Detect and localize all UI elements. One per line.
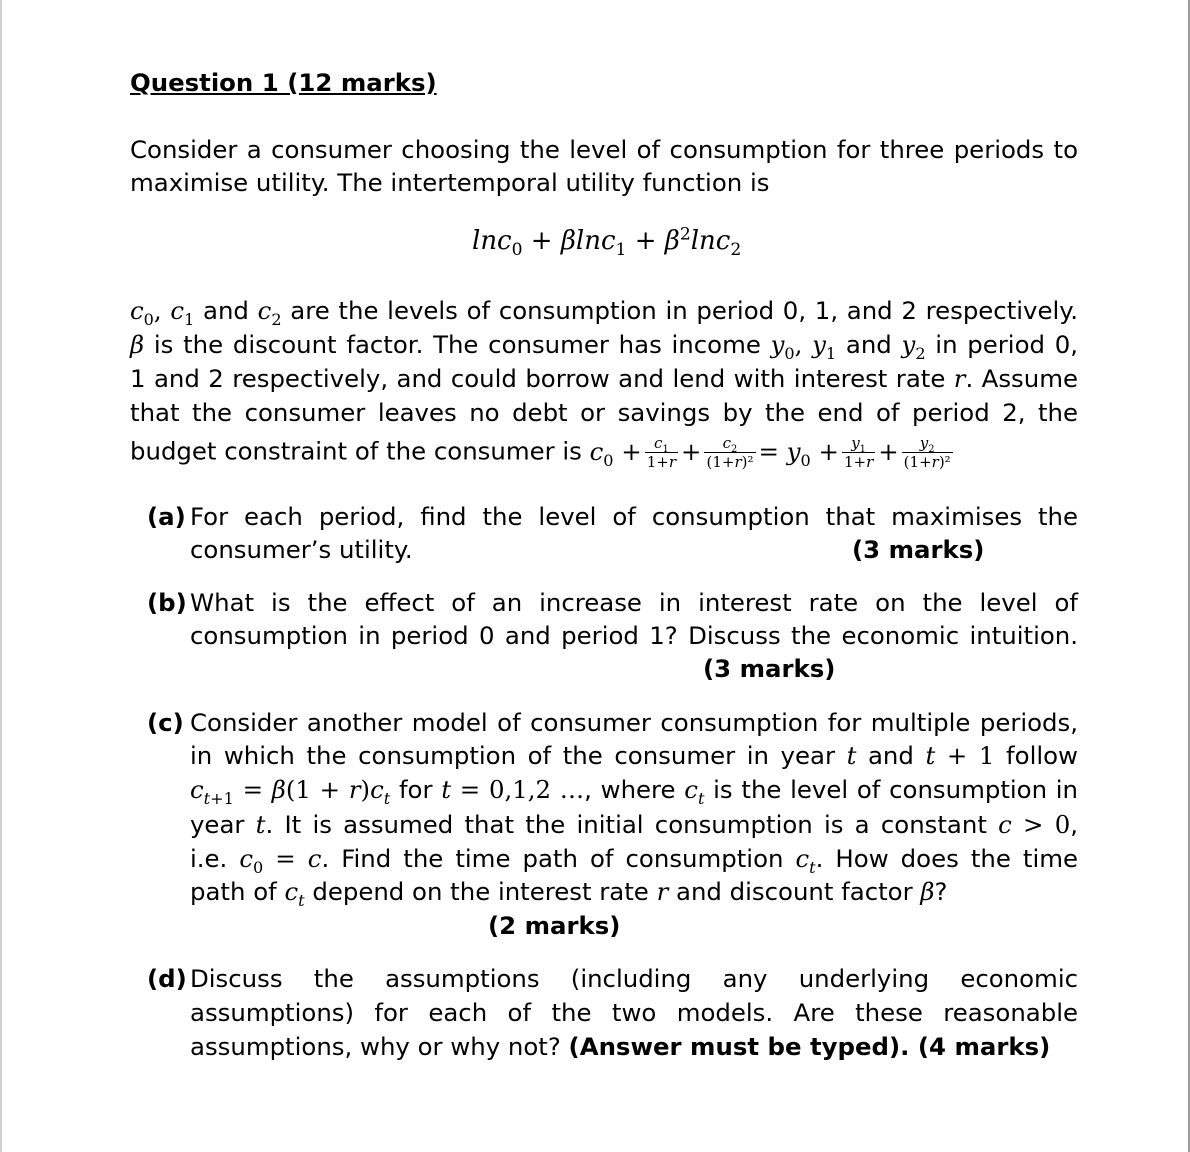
part-d-line-2: assumptions) for each of the two models. Are these reasonable [190, 998, 1078, 1027]
part-d-line-3 [190, 1030, 1050, 1064]
budget-text: budget constraint of the consumer is [130, 436, 582, 466]
part-c-line-3: $c_{t+1} = \beta(1 + r)c_t$ for t = 0,1,2 …, where $c_t$ is the level of consumption in [190, 775, 1079, 808]
page-left-edge [0, 0, 2, 1152]
part-c-line-1: Consider another model of consumer consumption for multiple periods, [190, 708, 1078, 737]
part-b-line-1: What is the effect of an increase in interest rate on the level of [190, 588, 1078, 617]
budget-constraint-equation: $c_0$ + $\frac{c_1}{1+r}$ + $\frac{c_2}{\text{(1+r)²}}$ = $y_0$ + $\frac{y_1}{1+r}$ + $\frac{y_2}{\text{(1+r)²}}$ [589, 434, 951, 471]
definitions-line-1: $c_0$, $c_1$ and $c_2$ are the levels of consumption in period 0, 1, and 2 respectively. [130, 296, 1078, 329]
part-d-line-1: Discuss the assumptions (including any underlying economic [190, 964, 1078, 993]
utility-function: $\ln c_0 + \beta\ln c_1 + \beta^2\ln c_2$ [472, 224, 742, 261]
budget-constraint-line [130, 434, 1030, 471]
definitions-line-2: β is the discount factor. The consumer has income $y_0$, $y_1$ and $y_2$ in period 0, [130, 330, 1078, 363]
intro-line-2: maximise utility. The intertemporal utility function is [130, 168, 770, 197]
part-c-line-6: path of $c_t$ depend on the interest rate r and discount factor β? [190, 877, 948, 910]
part-c-marks: (2 marks) [488, 911, 621, 940]
part-c-line-2: in which the consumption of the consumer in year t and t + 1 follow [190, 741, 1078, 770]
definitions-line-3: 1 and 2 respectively, and could borrow and lend with interest rate r. Assume [130, 364, 1078, 393]
question-title: Question 1 (12 marks) [130, 68, 437, 97]
part-a-marks: (3 marks) [852, 535, 985, 564]
part-b-label: (b) [147, 588, 187, 617]
part-c-line-4: year t. It is assumed that the initial consumption is a constant c > 0, [190, 810, 1079, 839]
part-d-line-3-bold: (Answer must be typed). (4 marks) [568, 1032, 1051, 1061]
intro-line-1: Consider a consumer choosing the level of consumption for three periods to [130, 135, 1078, 164]
part-b-line-2: consumption in period 0 and period 1? Discuss the economic intuition. [190, 621, 1078, 650]
part-a-line-1: For each period, find the level of consumption that maximises the [190, 502, 1078, 531]
part-d-label: (d) [147, 964, 187, 993]
definitions-line-4: that the consumer leaves no debt or savings by the end of period 2, the [130, 398, 1078, 427]
part-b-marks: (3 marks) [703, 654, 836, 683]
part-a-line-2: consumer’s utility. [190, 535, 413, 564]
part-a-label: (a) [147, 502, 186, 531]
part-d-line-3-text: assumptions, why or why not? [190, 1032, 561, 1061]
part-c-label: (c) [147, 708, 184, 737]
part-c-line-5: i.e. $c_0 = c$. Find the time path of consumption $c_t$. How does the time [190, 844, 1079, 877]
